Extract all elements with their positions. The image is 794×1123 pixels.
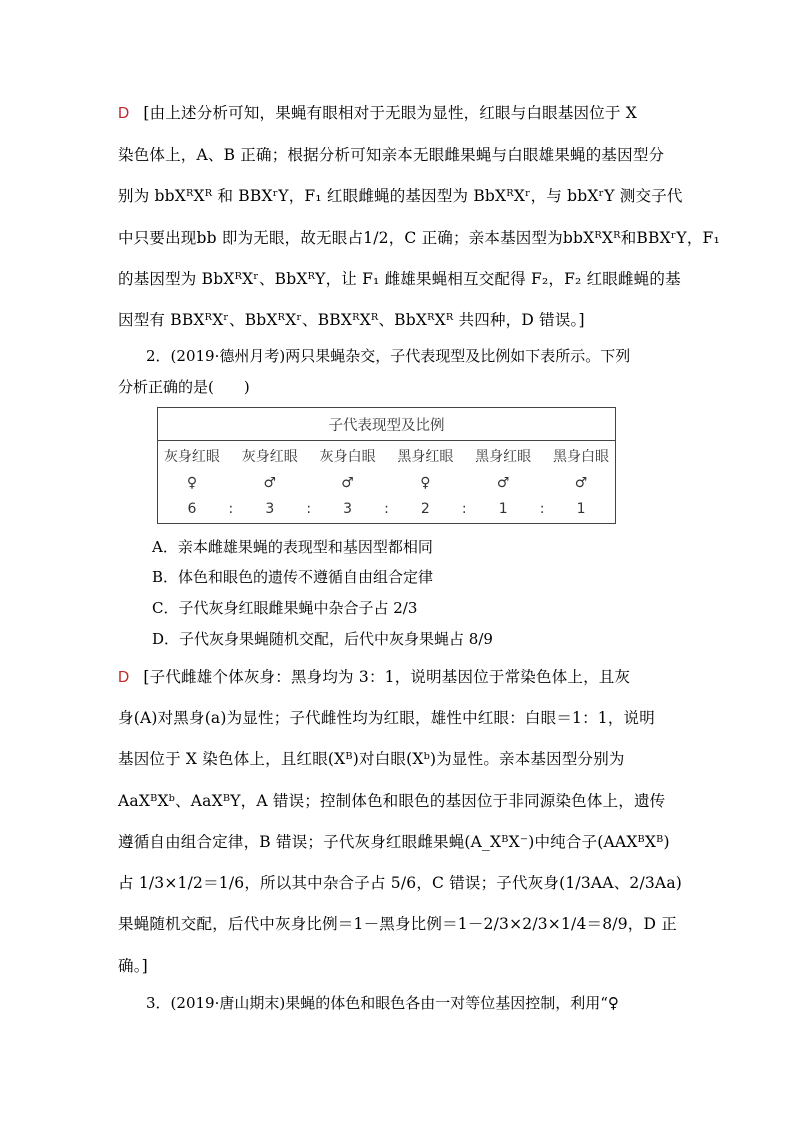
answer-paragraph-2-line-3: 基因位于 X 染色体上，且红眼(Xᴮ)对白眼(Xᵇ)为显性。亲本基因型分别为 (118, 750, 625, 768)
answer-paragraph-2-line-7: 果蝇随机交配，后代中灰身比例＝1－黑身比例＝1－2/3×2/3×1/4＝8/9，D 正 (118, 915, 677, 933)
ratio-separator: : (461, 501, 467, 517)
sex-symbol-female: ♀ (420, 475, 431, 491)
answer-paragraph-2-line-4: AaXᴮXᵇ、AaXᴮY，A 错误；控制体色和眼色的基因位于非同源染色体上，遗传 (118, 792, 666, 810)
question-2-stem-line-1: 2．(2019·德州月考)两只果蝇杂交，子代表现型及比例如下表所示。下列 (146, 347, 631, 365)
answer-paragraph-2-line-1: D [子代雌雄个体灰身：黑身均为 3：1，说明基因位于常染色体上，且灰 (118, 668, 631, 686)
sex-symbol-male: ♂ (341, 475, 354, 491)
table-header-cell: 灰身红眼 (163, 449, 220, 465)
ratio-separator: : (306, 501, 312, 517)
option-b: B．体色和眼色的遗传不遵循自由组合定律 (152, 568, 434, 586)
ratio-separator: : (539, 501, 545, 517)
option-c: C．子代灰身红眼雌果蝇中杂合子占 2/3 (152, 599, 418, 617)
answer-paragraph-2-line-6: 占 1/3×1/2＝1/6，所以其中杂合子占 5/6，C 错误；子代灰身(1/3AA、2/3Aa) (118, 874, 683, 892)
sex-symbol-male: ♂ (263, 475, 277, 491)
ratio-value: 3 (265, 501, 275, 517)
answer-paragraph-1-line-2: 染色体上，A、B 正确；根据分析可知亲本无眼雌果蝇与白眼雄果蝇的基因型分 (118, 146, 665, 164)
table-header-cell: 灰身红眼 (241, 449, 298, 465)
option-a: A．亲本雌雄果蝇的表现型和基因型都相同 (152, 538, 433, 556)
answer-letter-1: D (118, 105, 130, 122)
table-caption: 子代表现型及比例 (158, 408, 616, 441)
answer-paragraph-1-line-5: 的基因型为 BbXᴿXʳ、BbXᴿY，让 F₁ 雌雄果蝇相互交配得 F₂，F₂ 红眼雌蝇的基 (118, 270, 681, 288)
answer-letter-2: D (118, 669, 130, 686)
question-2-stem-line-2: 分析正确的是( ) (118, 378, 250, 396)
option-d: D．子代灰身果蝇随机交配，后代中灰身果蝇占 8/9 (152, 630, 493, 648)
answer-paragraph-2-line-5: 遵循自由组合定律，B 错误；子代灰身红眼雌果蝇(A_XᴮX⁻)中纯合子(AAXᴮXᴮ) (118, 833, 670, 851)
sex-symbol-female: ♀ (186, 475, 198, 491)
ratio-separator: : (228, 501, 234, 517)
question-3-stem-line-1: 3．(2019·唐山期末)果蝇的体色和眼色各由一对等位基因控制，利用“♀ (146, 994, 619, 1012)
sex-symbol-male: ♂ (496, 475, 510, 491)
ratio-value: 3 (343, 501, 353, 517)
sex-symbol-male: ♂ (574, 475, 588, 491)
answer-paragraph-1-line-4: 中只要出现bb 即为无眼，故无眼占1/2，C 正确；亲本基因型为bbXᴿXᴿ和BBXʳY，F₁ (118, 229, 720, 247)
ratio-separator: : (384, 501, 389, 517)
table-header-cell: 黑身红眼 (475, 449, 532, 465)
answer-paragraph-2-line-2: 身(A)对黑身(a)为显性；子代雌性均为红眼，雄性中红眼：白眼＝1：1，说明 (118, 709, 655, 727)
ratio-value: 6 (187, 501, 197, 517)
answer-paragraph-1-line-1: D [由上述分析可知，果蝇有眼相对于无眼为显性，红眼与白眼基因位于 X (118, 104, 638, 122)
answer-paragraph-1-line-6: 因型有 BBXᴿXʳ、BbXᴿXʳ、BBXᴿXᴿ、BbXᴿXᴿ 共四种，D 错误。] (118, 311, 585, 329)
table-header-cell: 黑身白眼 (553, 449, 610, 465)
answer-paragraph-2-line-8: 确。] (118, 957, 148, 975)
ratio-value: 2 (420, 501, 430, 517)
table-header-cell: 灰身白眼 (319, 449, 376, 465)
answer-paragraph-1-line-3: 别为 bbXᴿXᴿ 和 BBXʳY，F₁ 红眼雌蝇的基因型为 BbXᴿXʳ，与 bbXʳY 测交子代 (118, 187, 683, 205)
ratio-value: 1 (498, 501, 508, 517)
ratio-value: 1 (576, 501, 586, 517)
table-header-cell: 黑身红眼 (397, 449, 454, 465)
offspring-ratio-table (157, 407, 616, 524)
